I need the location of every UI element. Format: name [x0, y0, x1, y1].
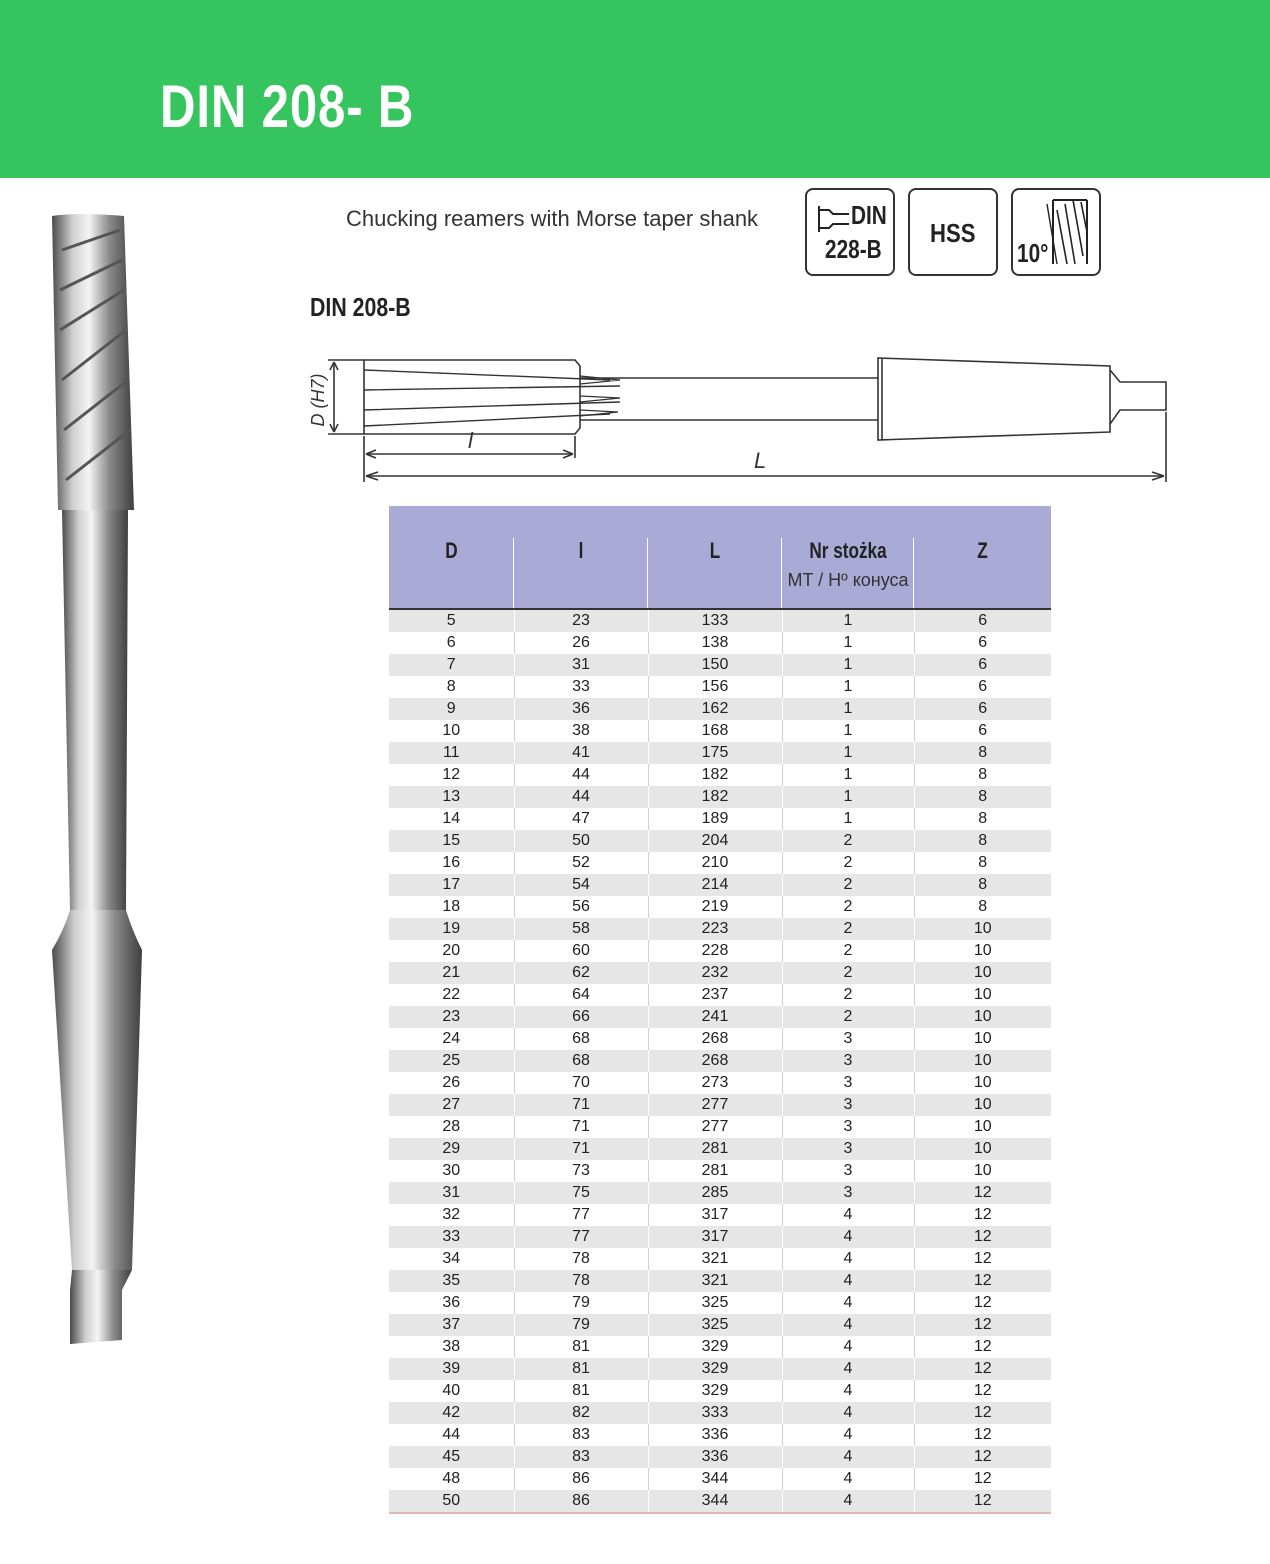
- table-cell: 71: [514, 1116, 648, 1138]
- table-cell: 8: [389, 676, 514, 698]
- table-cell: 21: [389, 962, 514, 984]
- table-cell: 6: [914, 676, 1051, 698]
- table-row: [389, 1050, 1051, 1072]
- table-cell: 4: [782, 1424, 914, 1446]
- table-row: [389, 1336, 1051, 1358]
- table-cell: 4: [782, 1358, 914, 1380]
- table-cell: 168: [648, 720, 782, 742]
- table-cell: 317: [648, 1204, 782, 1226]
- table-cell: 6: [914, 632, 1051, 654]
- table-cell: 1: [782, 698, 914, 720]
- table-cell: 4: [782, 1270, 914, 1292]
- table-cell: 83: [514, 1446, 648, 1468]
- table-cell: 68: [514, 1050, 648, 1072]
- table-cell: 56: [514, 896, 648, 918]
- table-cell: 162: [648, 698, 782, 720]
- table-cell: 23: [514, 609, 648, 632]
- table-cell: 12: [914, 1380, 1051, 1402]
- cutting-length-label: l: [468, 428, 473, 453]
- table-cell: 237: [648, 984, 782, 1006]
- table-cell: 71: [514, 1138, 648, 1160]
- table-cell: 8: [914, 896, 1051, 918]
- col-header-z: Z: [914, 506, 1051, 609]
- table-cell: 329: [648, 1380, 782, 1402]
- table-cell: 5: [389, 609, 514, 632]
- table-row: [389, 676, 1051, 698]
- table-row: [389, 896, 1051, 918]
- table-cell: 10: [914, 1138, 1051, 1160]
- table-cell: 29: [389, 1138, 514, 1160]
- table-cell: 12: [914, 1204, 1051, 1226]
- table-cell: 336: [648, 1446, 782, 1468]
- table-cell: 8: [914, 764, 1051, 786]
- table-cell: 83: [514, 1424, 648, 1446]
- table-cell: 317: [648, 1226, 782, 1248]
- table-row: [389, 1490, 1051, 1512]
- table-cell: 11: [389, 742, 514, 764]
- table-cell: 1: [782, 786, 914, 808]
- table-bottom-rule: [389, 1512, 1051, 1514]
- table-cell: 82: [514, 1402, 648, 1424]
- table-cell: 37: [389, 1314, 514, 1336]
- table-cell: 8: [914, 786, 1051, 808]
- table-row: [389, 764, 1051, 786]
- table-row: [389, 1358, 1051, 1380]
- table-cell: 2: [782, 984, 914, 1006]
- table-cell: 232: [648, 962, 782, 984]
- table-cell: 20: [389, 940, 514, 962]
- page-title: DIN 208- B: [160, 73, 415, 140]
- total-length-label: L: [754, 448, 767, 473]
- table-cell: 285: [648, 1182, 782, 1204]
- table-cell: 10: [914, 918, 1051, 940]
- table-cell: 281: [648, 1138, 782, 1160]
- table-cell: 8: [914, 852, 1051, 874]
- table-cell: 79: [514, 1314, 648, 1336]
- table-cell: 329: [648, 1336, 782, 1358]
- table-cell: 12: [914, 1468, 1051, 1490]
- table-cell: 36: [389, 1292, 514, 1314]
- table-cell: 73: [514, 1160, 648, 1182]
- reamer-photo: [40, 210, 150, 1350]
- table-cell: 344: [648, 1468, 782, 1490]
- table-cell: 4: [782, 1490, 914, 1512]
- section-title: DIN 208-B: [310, 292, 411, 322]
- table-cell: 241: [648, 1006, 782, 1028]
- table-row: [389, 1116, 1051, 1138]
- table-cell: 204: [648, 830, 782, 852]
- table-cell: 277: [648, 1116, 782, 1138]
- table-cell: 70: [514, 1072, 648, 1094]
- table-row: [389, 720, 1051, 742]
- table-cell: 8: [914, 874, 1051, 896]
- table-cell: 81: [514, 1380, 648, 1402]
- table-header-row: [389, 506, 1051, 609]
- table-cell: 50: [514, 830, 648, 852]
- table-cell: 12: [389, 764, 514, 786]
- col-header-l-small: l: [514, 506, 648, 609]
- table-cell: 2: [782, 918, 914, 940]
- table-cell: 14: [389, 808, 514, 830]
- din-standard-badge: [805, 188, 895, 276]
- table-cell: 71: [514, 1094, 648, 1116]
- table-row: [389, 940, 1051, 962]
- table-cell: 23: [389, 1006, 514, 1028]
- table-cell: 81: [514, 1358, 648, 1380]
- table-cell: 8: [914, 808, 1051, 830]
- table-cell: 4: [782, 1380, 914, 1402]
- table-row: [389, 830, 1051, 852]
- table-cell: 277: [648, 1094, 782, 1116]
- col-header-taper: Nr stożka MT / Hº конуса: [782, 506, 914, 609]
- table-cell: 4: [782, 1446, 914, 1468]
- reamer-technical-drawing: [300, 340, 1180, 490]
- table-cell: 219: [648, 896, 782, 918]
- table-cell: 4: [782, 1248, 914, 1270]
- table-cell: 344: [648, 1490, 782, 1512]
- table-cell: 182: [648, 786, 782, 808]
- table-cell: 44: [514, 786, 648, 808]
- table-cell: 12: [914, 1314, 1051, 1336]
- table-cell: 19: [389, 918, 514, 940]
- table-cell: 210: [648, 852, 782, 874]
- table-cell: 48: [389, 1468, 514, 1490]
- table-cell: 12: [914, 1424, 1051, 1446]
- diameter-label: D (H7): [308, 373, 328, 427]
- table-cell: 2: [782, 1006, 914, 1028]
- table-cell: 86: [514, 1468, 648, 1490]
- table-cell: 31: [514, 654, 648, 676]
- table-cell: 10: [914, 984, 1051, 1006]
- table-cell: 54: [514, 874, 648, 896]
- table-cell: 175: [648, 742, 782, 764]
- table-cell: 8: [914, 830, 1051, 852]
- table-cell: 273: [648, 1072, 782, 1094]
- table-cell: 78: [514, 1270, 648, 1292]
- table-cell: 10: [914, 1160, 1051, 1182]
- table-cell: 6: [914, 609, 1051, 632]
- table-cell: 333: [648, 1402, 782, 1424]
- table-cell: 10: [914, 1006, 1051, 1028]
- table-cell: 10: [914, 940, 1051, 962]
- table-cell: 86: [514, 1490, 648, 1512]
- table-row: [389, 1160, 1051, 1182]
- material-label: HSS: [930, 218, 976, 248]
- table-cell: 6: [914, 720, 1051, 742]
- table-cell: 40: [389, 1380, 514, 1402]
- table-cell: 38: [514, 720, 648, 742]
- table-cell: 68: [514, 1028, 648, 1050]
- table-cell: 77: [514, 1226, 648, 1248]
- table-cell: 32: [389, 1204, 514, 1226]
- table-cell: 321: [648, 1248, 782, 1270]
- table-cell: 336: [648, 1424, 782, 1446]
- helix-angle-badge: [1011, 188, 1101, 276]
- material-badge: [908, 188, 998, 276]
- table-cell: 77: [514, 1204, 648, 1226]
- table-cell: 6: [389, 632, 514, 654]
- table-cell: 3: [782, 1182, 914, 1204]
- table-row: [389, 874, 1051, 896]
- table-cell: 42: [389, 1402, 514, 1424]
- table-cell: 12: [914, 1402, 1051, 1424]
- table-row: [389, 1468, 1051, 1490]
- table-cell: 12: [914, 1490, 1051, 1512]
- table-cell: 10: [914, 1094, 1051, 1116]
- table-cell: 75: [514, 1182, 648, 1204]
- table-cell: 6: [914, 698, 1051, 720]
- table-row: [389, 654, 1051, 676]
- table-row: [389, 1138, 1051, 1160]
- table-row: [389, 808, 1051, 830]
- table-row: [389, 786, 1051, 808]
- table-cell: 9: [389, 698, 514, 720]
- table-cell: 4: [782, 1336, 914, 1358]
- table-cell: 12: [914, 1270, 1051, 1292]
- table-cell: 33: [389, 1226, 514, 1248]
- table-row: [389, 1292, 1051, 1314]
- table-cell: 12: [914, 1336, 1051, 1358]
- table-cell: 12: [914, 1226, 1051, 1248]
- table-cell: 52: [514, 852, 648, 874]
- table-cell: 13: [389, 786, 514, 808]
- header-banner: [0, 0, 1270, 178]
- table-row: [389, 1314, 1051, 1336]
- table-cell: 17: [389, 874, 514, 896]
- table-cell: 41: [514, 742, 648, 764]
- table-cell: 1: [782, 808, 914, 830]
- table-cell: 214: [648, 874, 782, 896]
- table-row: [389, 1446, 1051, 1468]
- table-cell: 58: [514, 918, 648, 940]
- table-cell: 189: [648, 808, 782, 830]
- table-cell: 3: [782, 1050, 914, 1072]
- table-cell: 50: [389, 1490, 514, 1512]
- table-cell: 329: [648, 1358, 782, 1380]
- table-cell: 45: [389, 1446, 514, 1468]
- table-cell: 12: [914, 1292, 1051, 1314]
- table-cell: 30: [389, 1160, 514, 1182]
- table-cell: 325: [648, 1314, 782, 1336]
- table-cell: 133: [648, 609, 782, 632]
- table-cell: 321: [648, 1270, 782, 1292]
- table-cell: 1: [782, 720, 914, 742]
- table-cell: 268: [648, 1050, 782, 1072]
- table-cell: 24: [389, 1028, 514, 1050]
- table-cell: 3: [782, 1094, 914, 1116]
- table-cell: 4: [782, 1204, 914, 1226]
- table-cell: 1: [782, 654, 914, 676]
- table-cell: 7: [389, 654, 514, 676]
- table-cell: 10: [914, 1050, 1051, 1072]
- table-cell: 60: [514, 940, 648, 962]
- table-row: [389, 609, 1051, 632]
- table-cell: 1: [782, 609, 914, 632]
- table-cell: 34: [389, 1248, 514, 1270]
- table-cell: 325: [648, 1292, 782, 1314]
- table-cell: 1: [782, 632, 914, 654]
- table-row: [389, 698, 1051, 720]
- table-cell: 16: [389, 852, 514, 874]
- table-cell: 4: [782, 1402, 914, 1424]
- table-cell: 10: [389, 720, 514, 742]
- table-cell: 12: [914, 1182, 1051, 1204]
- table-cell: 47: [514, 808, 648, 830]
- table-row: [389, 1006, 1051, 1028]
- table-row: [389, 1072, 1051, 1094]
- table-cell: 2: [782, 940, 914, 962]
- table-row: [389, 742, 1051, 764]
- table-cell: 4: [782, 1226, 914, 1248]
- table-cell: 12: [914, 1446, 1051, 1468]
- table-cell: 2: [782, 962, 914, 984]
- table-cell: 228: [648, 940, 782, 962]
- table-row: [389, 1380, 1051, 1402]
- table-cell: 62: [514, 962, 648, 984]
- table-cell: 138: [648, 632, 782, 654]
- table-cell: 26: [389, 1072, 514, 1094]
- table-cell: 78: [514, 1248, 648, 1270]
- table-cell: 3: [782, 1072, 914, 1094]
- table-cell: 66: [514, 1006, 648, 1028]
- table-row: [389, 1226, 1051, 1248]
- col-header-d: D: [389, 506, 514, 609]
- table-cell: 156: [648, 676, 782, 698]
- table-cell: 36: [514, 698, 648, 720]
- table-cell: 2: [782, 874, 914, 896]
- table-cell: 44: [389, 1424, 514, 1446]
- table-row: [389, 918, 1051, 940]
- table-cell: 10: [914, 962, 1051, 984]
- table-cell: 1: [782, 676, 914, 698]
- header-divider: [0, 178, 1270, 181]
- table-row: [389, 852, 1051, 874]
- table-cell: 33: [514, 676, 648, 698]
- table-cell: 2: [782, 896, 914, 918]
- dimensions-table: [389, 506, 1051, 1514]
- table-cell: 79: [514, 1292, 648, 1314]
- table-cell: 4: [782, 1314, 914, 1336]
- table-cell: 3: [782, 1028, 914, 1050]
- table-row: [389, 962, 1051, 984]
- helix-angle-label: 10°: [1017, 238, 1049, 268]
- table-cell: 35: [389, 1270, 514, 1292]
- table-cell: 281: [648, 1160, 782, 1182]
- table-row: [389, 1402, 1051, 1424]
- table-cell: 8: [914, 742, 1051, 764]
- table-cell: 3: [782, 1160, 914, 1182]
- col-header-l-big: L: [648, 506, 782, 609]
- din-badge-number: 228-B: [825, 234, 882, 264]
- table-cell: 26: [514, 632, 648, 654]
- table-cell: 22: [389, 984, 514, 1006]
- table-cell: 3: [782, 1138, 914, 1160]
- table-cell: 10: [914, 1116, 1051, 1138]
- table-cell: 39: [389, 1358, 514, 1380]
- product-subtitle: Chucking reamers with Morse taper shank: [346, 206, 759, 231]
- table-cell: 3: [782, 1116, 914, 1138]
- table-row: [389, 1204, 1051, 1226]
- table-cell: 150: [648, 654, 782, 676]
- table-cell: 2: [782, 830, 914, 852]
- table-cell: 182: [648, 764, 782, 786]
- table-row: [389, 1248, 1051, 1270]
- col-header-taper-sub: MT / Hº конуса: [787, 570, 909, 590]
- table-cell: 31: [389, 1182, 514, 1204]
- table-row: [389, 1182, 1051, 1204]
- table-row: [389, 984, 1051, 1006]
- table-cell: 28: [389, 1116, 514, 1138]
- table-cell: 10: [914, 1028, 1051, 1050]
- table-cell: 2: [782, 852, 914, 874]
- table-row: [389, 1424, 1051, 1446]
- table-cell: 15: [389, 830, 514, 852]
- table-row: [389, 1270, 1051, 1292]
- table-row: [389, 1028, 1051, 1050]
- table-cell: 4: [782, 1292, 914, 1314]
- table-cell: 12: [914, 1358, 1051, 1380]
- table-cell: 1: [782, 742, 914, 764]
- table-cell: 38: [389, 1336, 514, 1358]
- table-cell: 12: [914, 1248, 1051, 1270]
- table-cell: 25: [389, 1050, 514, 1072]
- table-row: [389, 1094, 1051, 1116]
- table-cell: 6: [914, 654, 1051, 676]
- table-cell: 27: [389, 1094, 514, 1116]
- table-cell: 1: [782, 764, 914, 786]
- din-badge-label: DIN: [851, 200, 887, 230]
- table-cell: 268: [648, 1028, 782, 1050]
- table-cell: 223: [648, 918, 782, 940]
- table-row: [389, 632, 1051, 654]
- table-cell: 18: [389, 896, 514, 918]
- table-cell: 4: [782, 1468, 914, 1490]
- table-cell: 10: [914, 1072, 1051, 1094]
- table-cell: 64: [514, 984, 648, 1006]
- table-cell: 44: [514, 764, 648, 786]
- table-cell: 81: [514, 1336, 648, 1358]
